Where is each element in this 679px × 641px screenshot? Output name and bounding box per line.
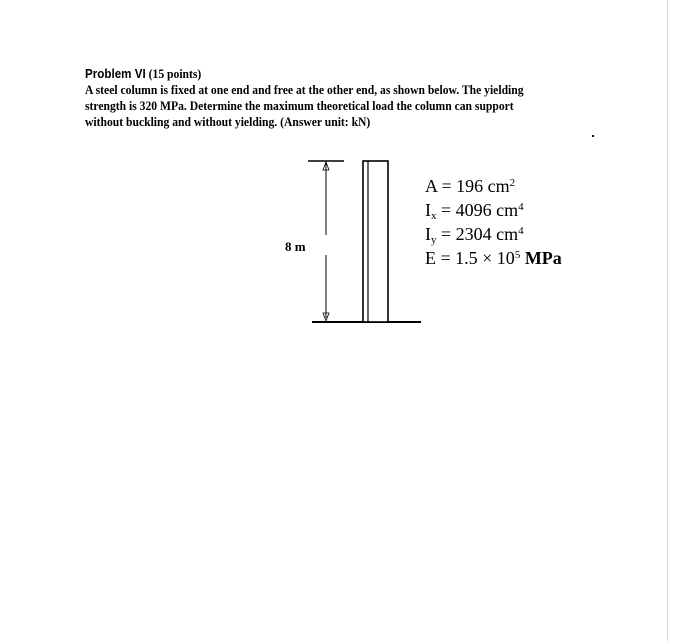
- ix-exponent: 4: [518, 201, 524, 213]
- problem-points: (15 points): [148, 67, 202, 81]
- iy-property: [425, 222, 562, 246]
- ix-property: [425, 198, 562, 222]
- modulus-symbol: E: [425, 248, 436, 268]
- problem-title-line: [85, 66, 531, 82]
- problem-statement: [85, 66, 531, 130]
- area-symbol: A: [425, 176, 438, 196]
- problem-line-3: without buckling and without yielding. (Answer unit: kN): [85, 115, 371, 129]
- area-exponent: 2: [509, 177, 516, 189]
- steel-column: [363, 161, 388, 322]
- iy-exponent: 4: [518, 225, 524, 237]
- modulus-value: = 1.5 × 10: [436, 248, 515, 268]
- problem-heading: Problem VI: [85, 67, 146, 81]
- modulus-exponent: 5: [514, 249, 521, 261]
- ix-value: = 4096 cm: [436, 200, 519, 220]
- iy-subscript: y: [431, 234, 437, 246]
- stray-dot: [592, 135, 594, 137]
- iy-value: = 2304 cm: [436, 224, 519, 244]
- iy-symbol: I: [425, 224, 431, 244]
- problem-line-1: A steel column is fixed at one end and free at the other end, as shown below. The yielding: [85, 83, 524, 97]
- ix-subscript: x: [431, 210, 437, 222]
- modulus-unit: MPa: [520, 248, 562, 268]
- area-value: = 196 cm: [437, 176, 510, 196]
- column-diagram: [300, 155, 430, 330]
- column-length-label: 8 m: [285, 239, 306, 254]
- ix-symbol: I: [425, 200, 431, 220]
- area-property: [425, 174, 562, 198]
- modulus-property: [425, 246, 562, 270]
- problem-line-2: strength is 320 MPa. Determine the maximum theoretical load the column can support: [85, 99, 514, 113]
- section-properties: [425, 174, 562, 270]
